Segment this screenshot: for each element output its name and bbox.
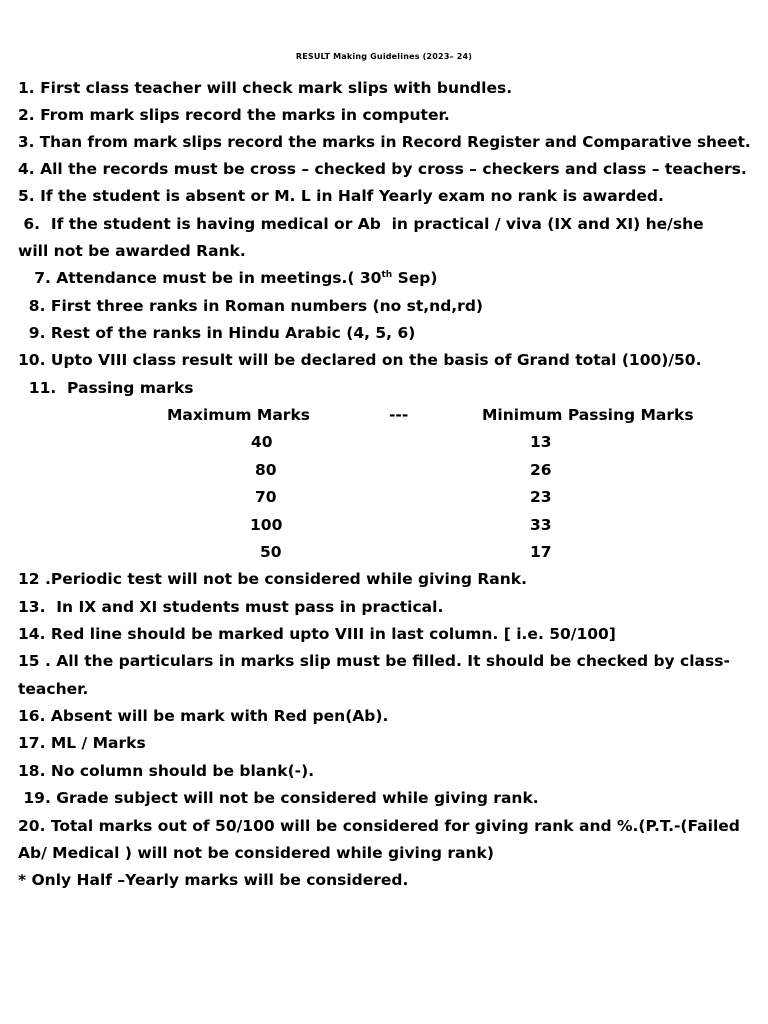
guideline-20: 20. Total marks out of 50/100 will be considered for giving rank and %.(P.T.-(Failed [18,817,740,835]
table-row-min: 23 [530,488,552,506]
guideline-16: 16. Absent will be mark with Red pen(Ab). [18,707,389,725]
table-row-min: 13 [530,433,552,451]
guideline-3: 3. Than from mark slips record the marks in Record Register and Comparative sheet. [18,133,751,151]
table-row-min: 17 [530,543,552,561]
header-maximum-marks: Maximum Marks [167,406,310,424]
guideline-4: 4. All the records must be cross – checked by cross – checkers and class – teachers. [18,160,747,178]
header-minimum-passing-marks: Minimum Passing Marks [482,406,694,424]
guideline-18: 18. No column should be blank(-). [18,762,315,780]
table-row-min: 33 [530,516,552,534]
table-row-max: 100 [250,516,283,534]
guideline-12: 12 .Periodic test will not be considered while giving Rank. [18,570,527,588]
guideline-15: 15 . All the particulars in marks slip must be filled. It should be checked by class- [18,652,730,670]
guideline-15-continued: teacher. [18,680,89,698]
table-row-min: 26 [530,461,552,479]
table-row-max: 50 [260,543,282,561]
guideline-14: 14. Red line should be marked upto VIII in last column. [ i.e. 50/100] [18,625,616,643]
guideline-7-text-end: Sep) [392,269,438,287]
table-row-max: 80 [255,461,277,479]
guideline-5: 5. If the student is absent or M. L in Half Yearly exam no rank is awarded. [18,187,664,205]
guideline-2: 2. From mark slips record the marks in computer. [18,106,450,124]
guideline-6-continued: will not be awarded Rank. [18,242,246,260]
guideline-11: 11. Passing marks [18,379,194,397]
guideline-17: 17. ML / Marks [18,734,146,752]
table-row-max: 70 [255,488,277,506]
table-row-max: 40 [251,433,273,451]
ordinal-suffix: th [381,270,393,280]
page-title: RESULT Making Guidelines (2023– 24) [295,52,473,61]
guideline-7-text: 7. Attendance must be in meetings.( 30 [18,269,382,287]
header-separator: --- [389,406,409,424]
footnote: * Only Half –Yearly marks will be considered. [18,871,409,889]
guideline-6: 6. If the student is having medical or Ab in practical / viva (IX and XI) he/she [18,215,704,233]
guideline-8: 8. First three ranks in Roman numbers (no st,nd,rd) [18,297,484,315]
guideline-10: 10. Upto VIII class result will be declared on the basis of Grand total (100)/50. [18,351,702,369]
guideline-19: 19. Grade subject will not be considered while giving rank. [18,789,539,807]
guideline-13: 13. In IX and XI students must pass in practical. [18,598,444,616]
guideline-9: 9. Rest of the ranks in Hindu Arabic (4, 5, 6) [18,324,416,342]
guideline-7 [18,267,437,289]
guideline-1: 1. First class teacher will check mark slips with bundles. [18,79,513,97]
guideline-20-continued: Ab/ Medical ) will not be considered while giving rank) [18,844,494,862]
